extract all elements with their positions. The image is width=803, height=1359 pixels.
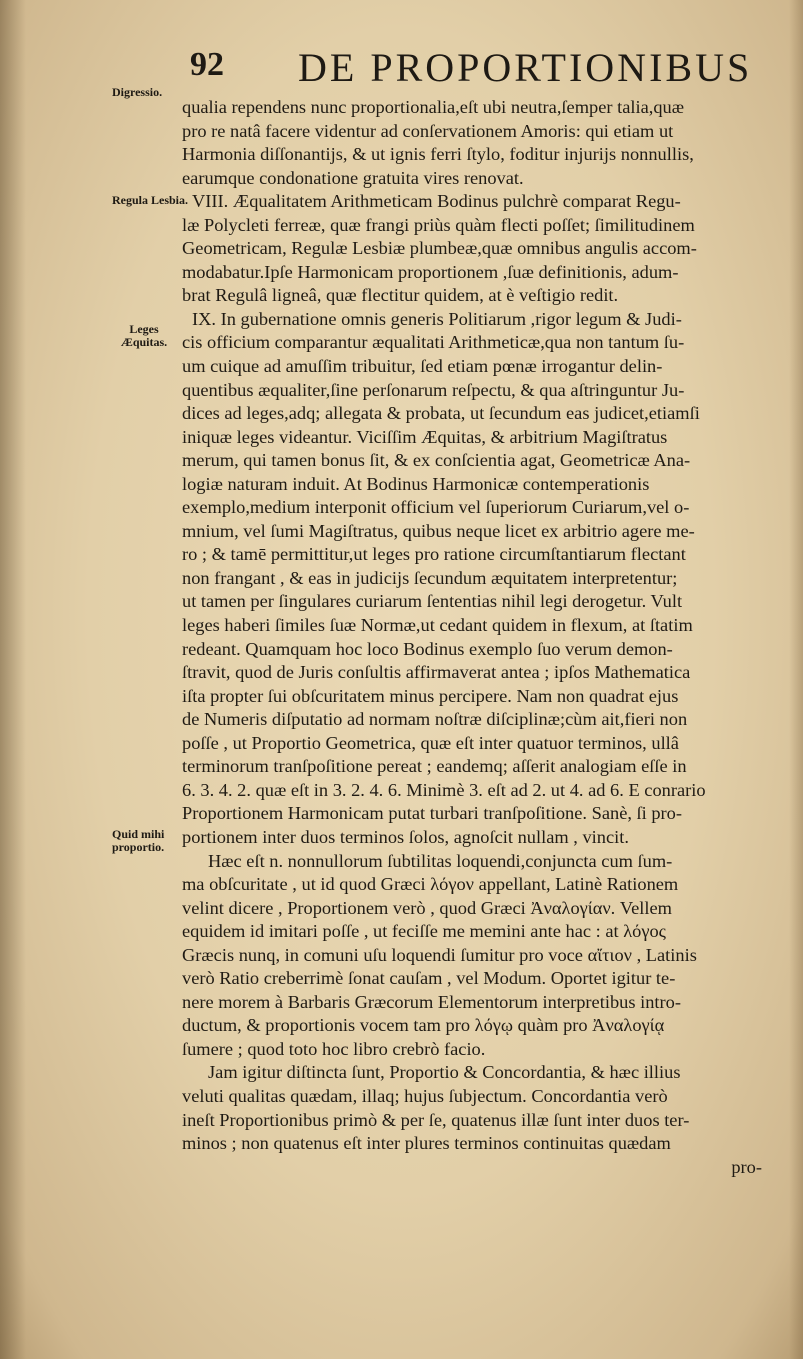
text-line: læ Polycleti ferreæ, quæ frangi priùs quàm flecti poſſet; ſimilitudinem [182, 214, 695, 235]
text-line: 6. 3. 4. 2. quæ eſt in 3. 2. 4. 6. Minimè 3. eſt ad 2. ut 4. ad 6. E conrario [182, 779, 706, 800]
text-line: ma obſcuritate , ut id quod Græci λόγον appellant, Latinè Rationem [182, 874, 679, 895]
text-line: earumque condonatione gratuita vires renovat. [182, 167, 524, 188]
text-line: exemplo,medium interponit officium vel ſuperiorum Curiarum,vel o- [182, 497, 690, 518]
text-line: ſtravit, quod de Juris conſultis affirmaverat antea ; ipſos Mathematica [182, 662, 691, 683]
text-line: poſſe , ut Proportio Geometrica, quæ eſt inter quatuor terminos, ullâ [182, 732, 679, 753]
text-line: terminorum tranſpoſitione pereat ; eandemq; aſſerit analogiam eſſe in [182, 756, 687, 777]
text-line: IX. In gubernatione omnis generis Politiarum ,rigor legum & Judi- [192, 308, 682, 329]
text-line: mnium, vel ſumi Magiſtratus, quibus neque licet ex arbitrio agere me- [182, 520, 695, 541]
text-line: leges haberi ſimiles ſuæ Normæ,ut cedant quidem in flexum, at ſtatim [182, 615, 693, 636]
text-line: quentibus æqualiter,ſine perſonarum reſpectu, & qua aſtringuntur Ju- [182, 379, 685, 400]
sidenote-leges-aequitas: Leges Æquitas. [120, 322, 168, 349]
text-line: ſumere ; quod toto hoc libro crebrò facio. [182, 1038, 486, 1059]
text-line: modabatur.Ipſe Harmonicam proportionem ,ſuæ definitionis, adum- [182, 261, 679, 282]
running-head: DE PROPORTIONIBUS [298, 45, 753, 90]
text-line: de Numeris diſputatio ad normam noſtræ diſciplinæ;cùm ait,fieri non [182, 709, 688, 730]
text-line: brat Regulâ ligneâ, quæ flectitur quidem, at è veſtigio redit. [182, 285, 619, 306]
text-line: merum, qui tamen bonus ſit, & ex conſcientia agat, Geometricæ Ana- [182, 450, 691, 471]
text-line: non frangant , & eas in judicijs ſecundum æquitatem interpretentur; [182, 567, 678, 588]
text-line: Hæc eſt n. nonnullorum ſubtilitas loquendi,conjuncta cum ſum- [208, 850, 673, 871]
text-line: verò Ratio creberrimè ſonat cauſam , vel Modum. Oportet igitur te- [182, 968, 676, 989]
text-line: cis officium comparantur æqualitati Arithmeticæ,qua non tantum ſu- [182, 332, 685, 353]
text-line: VIII. Æqualitatem Arithmeticam Bodinus pulchrè comparat Regu- [192, 191, 681, 212]
text-line: nere morem à Barbaris Græcorum Elementorum interpretibus intro- [182, 991, 681, 1012]
text-line: ut tamen per ſingulares curiarum ſententias nihil legi derogetur. Vult [182, 591, 683, 612]
sidenote-quid-mihi-proportio: Quid mihi proportio. [112, 827, 165, 854]
sidenote-regula-lesbia: Regula Lesbia. [112, 193, 189, 207]
text-line: Græcis nunq, in comuni uſu loquendi ſumitur pro voce αἴτιον , Latinis [182, 944, 697, 965]
text-line: velint dicere , Proportionem verò , quod Græci Ἀναλογίαν. Vellem [182, 897, 672, 918]
text-line: ineſt Proportionibus primò & per ſe, quatenus illæ ſunt inter duos ter- [182, 1109, 690, 1130]
page-number: 92 [190, 46, 224, 83]
page-edge [789, 0, 803, 1359]
text-line: ro ; & tamē permittitur,ut leges pro ratione circumſtantiarum flectant [182, 544, 686, 565]
text-line: Proportionem Harmonicam putat turbari tranſpoſitione. Sanè, ſi pro- [182, 803, 683, 824]
text-line: redeant. Quamquam hoc loco Bodinus exemplo ſuo verum demon- [182, 638, 673, 659]
sidenote-digressio: Digressio. [112, 85, 163, 99]
text-line: Harmonia diſſonantijs, & ut ignis ferri ſtylo, foditur injurijs nonnullis, [182, 144, 694, 165]
catchword: pro- [731, 1156, 762, 1177]
text-line: pro re natâ facere videntur ad conſervationem Amoris: qui etiam ut [182, 120, 674, 141]
gutter-shadow [0, 0, 26, 1359]
text-line: ductum, & proportionis vocem tam pro λόγῳ quàm pro Ἀναλογίᾳ [182, 1015, 665, 1036]
text-line: logiæ naturam induit. At Bodinus Harmonicæ contemperationis [182, 473, 650, 494]
text-line: Jam igitur diſtincta ſunt, Proportio & Concordantia, & hæc illius [208, 1062, 681, 1083]
text-line: um cuique ad amuſſim tribuitur, ſed etiam pœnæ irrogantur delin- [182, 356, 663, 377]
text-line: iſta propter ſui obſcuritatem minus percipere. Nam non quadrat ejus [182, 685, 679, 706]
text-line: iniquæ leges videantur. Viciſſim Æquitas, & arbitrium Magiſtratus [182, 426, 668, 447]
text-line: veluti qualitas quædam, illaq; hujus ſubjectum. Concordantia verò [182, 1085, 668, 1106]
text-line: qualia rependens nunc proportionalia,eſt ubi neutra,ſemper talia,quæ [182, 97, 684, 117]
text-line: dices ad leges,adq; allegata & probata, ut ſecundum eas judicet,etiamſi [182, 403, 700, 424]
text-line: portionem inter duos terminos ſolos, agnoſcit nullam , vincit. [182, 826, 629, 847]
text-line: equidem id imitari poſſe , ut feciſſe me memini ante hac : at λόγος [182, 921, 666, 942]
page-header [190, 40, 753, 100]
text-line: Geometricam, Regulæ Lesbiæ plumbeæ,quæ omnibus angulis accom- [182, 238, 697, 259]
body-text [182, 96, 772, 1179]
text-line: minos ; non quatenus eſt inter plures terminos continuitas quædam [182, 1133, 671, 1154]
